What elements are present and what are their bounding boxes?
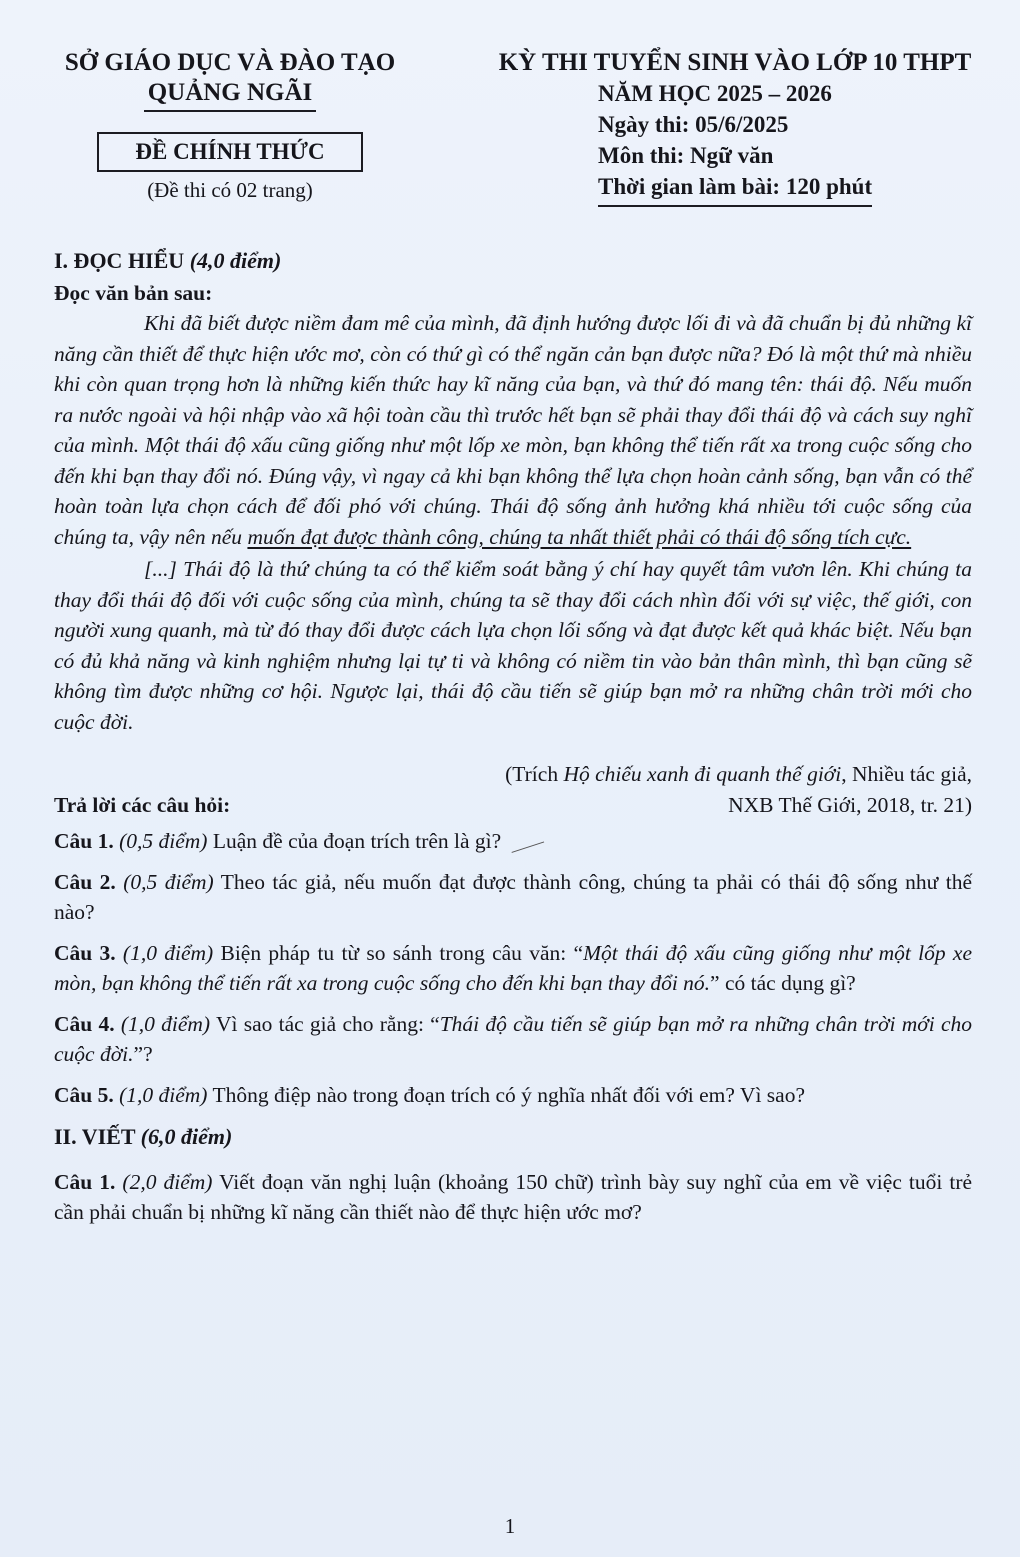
official-label: ĐỀ CHÍNH THỨC [97,132,363,172]
passage-paragraph-2: [...] Thái độ là thứ chúng ta có thể kiểm soát bằng ý chí hay quyết tâm vươn lên. Khi chúng ta thay đổi thái độ đối với cuộc sống của mình, chúng ta sẽ thay đổi cách nhìn đối với sự việc, thế giới, con người xung quanh, mà từ đó thay đổi được cách lựa chọn lối sống và đạt được kết quả khác biệt. Nếu bạn có đủ khả năng và kinh nghiệm nhưng lại tự ti và không có niềm tin vào bản thân mình, thì bạn cũng sẽ không tìm được những cơ hội. Ngược lại, thái độ cầu tiến sẽ giúp bạn mở ra những chân trời mới cho cuộc đời. [54,557,972,734]
question-text: Luận đề của đoạn trích trên là gì? [207,829,502,853]
question-text: Viết đoạn văn nghị luận (khoảng 150 chữ) trình bày suy nghĩ của em về việc tuổi trẻ cần phải chuẩn bị những kĩ năng cần thiết nào để thực hiện ước mơ? [54,1169,973,1224]
passage-paragraph-1 [54,308,972,552]
question-5 [54,1080,972,1111]
question-text-end: ”? [133,1042,153,1066]
question-label: Câu 2. [54,869,116,894]
question-label: Câu 1. [54,829,114,853]
section-heading-reading [54,246,972,277]
question-points: (0,5 điểm) [119,829,208,853]
question-text: Vì sao tác giả cho rằng: “ [210,1011,440,1036]
question-label: Câu 4. [54,1011,115,1036]
passage-underlined-text: muốn đạt được thành công, chúng ta nhất thiết phải có thái độ sống tích cực. [247,524,912,549]
question-2 [54,867,972,928]
section-points: (4,0 điểm) [189,248,282,273]
question-points: (1,0 điểm) [119,1082,208,1107]
question-label: Câu 3. [54,940,116,965]
question-quote: Thái độ cầu tiến sẽ giúp bạn mở ra những chân trời mới cho cuộc đời. [54,1011,972,1066]
exam-info-block [470,48,1000,207]
section-title: II. VIẾT [54,1124,141,1149]
checkmark-icon [508,830,544,853]
question-text: Biện pháp tu từ so sánh trong câu văn: “ [213,940,584,965]
question-points: (1,0 điểm) [122,940,214,965]
exam-date: Ngày thi: 05/6/2025 [598,112,789,137]
writing-question-1 [54,1167,972,1228]
question-quote: Một thái độ xấu cũng giống như một lốp xe mòn, bạn không thể tiến rất xa trong cuộc sống cho đến khi bạn thay đổi nó. [54,940,972,995]
section-points: (6,0 điểm) [140,1124,233,1149]
question-text: Theo tác giả, nếu muốn đạt được thành công, chúng ta phải có thái độ sống như thế nào? [54,869,972,924]
question-points: (1,0 điểm) [120,1011,211,1036]
question-points: (2,0 điểm) [122,1169,213,1194]
reading-lead: Đọc văn bản sau: [54,280,213,305]
question-3 [54,938,972,999]
passage-text: Khi đã biết được niềm đam mê của mình, đã định hướng được lối đi và đã chuẩn bị đủ những kĩ năng cần thiết để thực hiện ước mơ, còn có thứ gì có thể ngăn cản bạn được nữa? Đó là một thứ mà nhiều khi còn quan trọng hơn là những kiến thức hay kĩ năng của bạn, và thứ đó mang tên: thái độ. Nếu muốn ra nước ngoài và hội nhập vào xã hội toàn cầu thì trước hết bạn sẽ phải thay đổi thái độ và cách suy nghĩ của mình. Một thái độ xấu cũng giống như một lốp xe mòn, bạn không thể tiến rất xa trong cuộc sống cho đến khi bạn thay đổi nó. Đúng vậy, vì ngay cả khi bạn không thể lựa chọn hoàn cảnh sống, bạn vẫn có thể hoàn toàn lựa chọn cách để đối phó với chúng. Thái độ sống ảnh hưởng khá nhiều tới cuộc sống của chúng ta, vậy nên nếu [54,311,972,549]
exam-header [0,48,1020,248]
exam-duration: Thời gian làm bài: 120 phút [598,171,872,207]
question-text-end: ” có tác dụng gì? [710,971,856,995]
question-label: Câu 5. [54,1082,114,1107]
exam-title: KỲ THI TUYỂN SINH VÀO LỚP 10 THPT [498,49,972,76]
school-year: NĂM HỌC 2025 – 2026 [598,81,832,106]
department-name: SỞ GIÁO DỤC VÀ ĐÀO TẠO [64,49,396,76]
answer-lead: Trả lời các câu hỏi: [54,792,231,817]
question-1 [54,826,972,857]
section-heading-writing [54,1122,972,1153]
citation-suffix: , Nhiều tác giả, [841,762,972,786]
pages-note: (Đề thi có 02 trang) [147,178,313,202]
exam-body [54,240,972,1228]
question-points: (0,5 điểm) [123,869,214,894]
citation-row [54,790,972,821]
question-4 [54,1009,972,1070]
citation-book: Hộ chiếu xanh đi quanh thế giới [563,762,842,786]
question-label: Câu 1. [54,1169,116,1194]
province-name: QUẢNG NGÃI [144,78,317,112]
citation-publisher: NXB Thế Giới, 2018, tr. 21) [728,792,972,817]
page-number: 1 [504,1514,516,1538]
citation [54,759,972,790]
citation-prefix: (Trích [505,762,564,786]
question-text: Thông điệp nào trong đoạn trích có ý nghĩa nhất đối với em? Vì sao? [207,1082,806,1107]
section-title: I. ĐỌC HIỂU [54,248,190,273]
issuer-block [30,48,430,203]
exam-subject: Môn thi: Ngữ văn [598,143,774,168]
